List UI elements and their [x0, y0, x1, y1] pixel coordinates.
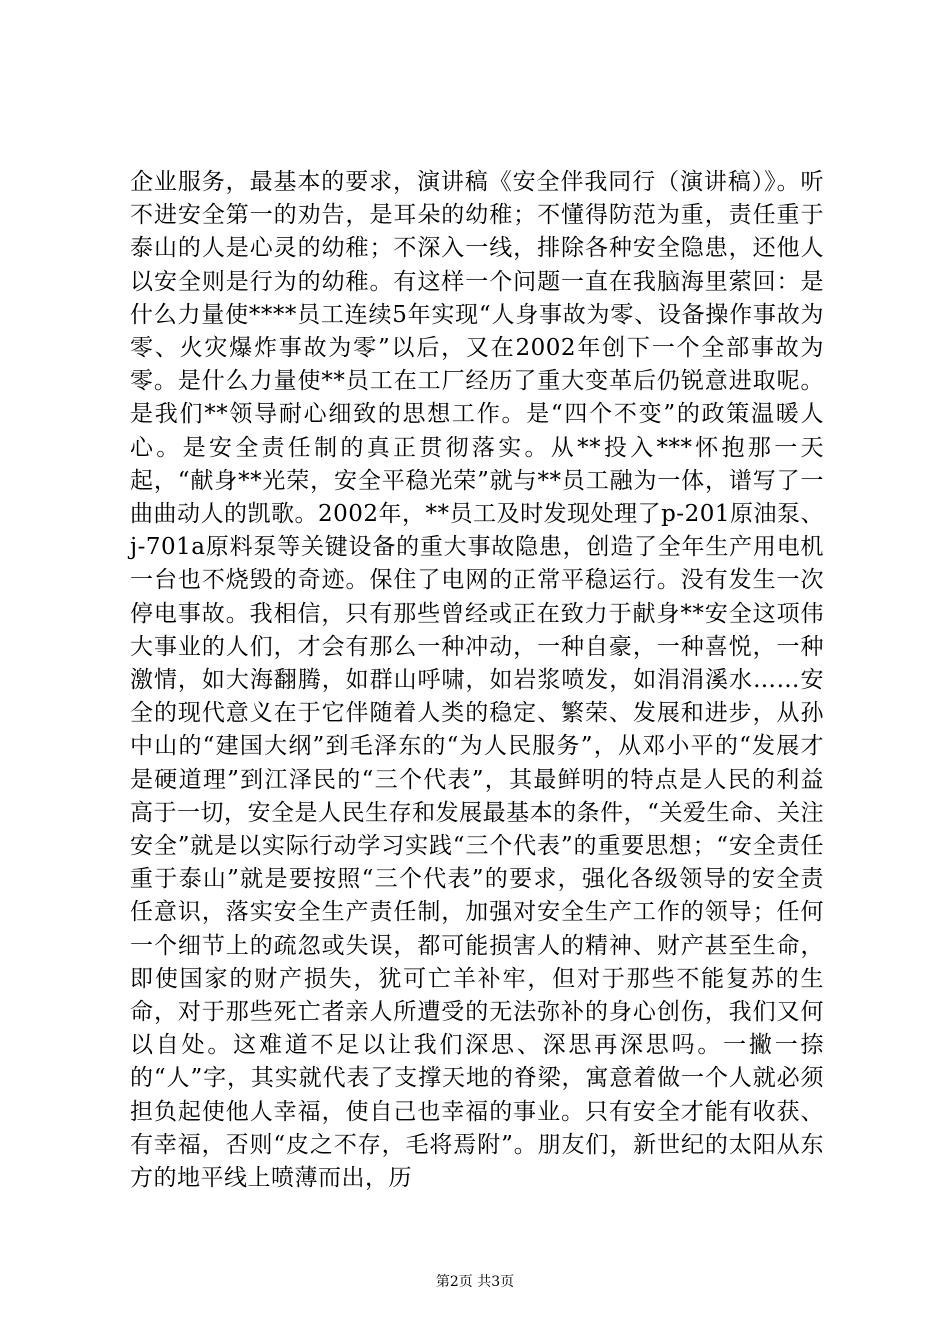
- body-paragraph: 企业服务，最基本的要求，演讲稿《安全伴我同行（演讲稿）》。听不进安全第一的劝告，是耳朵的幼稚；不懂得防范为重，责任重于泰山的人是心灵的幼稚；不深入一线，排除各种安全隐患，还他人以安全则是行为的幼稚。有这样一个问题一直在我脑海里萦回：是什么力量使****员工连续5年实现“人身事故为零、设备操作事故为零、火灾爆炸事故为零”以后，又在2002年创下一个全部事故为零。是什么力量使**员工在工厂经历了重大变革后仍锐意进取呢。是我们**领导耐心细致的思想工作。是“四个不变”的政策温暖人心。是安全责任制的真正贯彻落实。从**投入***怀抱那一天起，“献身**光荣，安全平稳光荣”就与**员工融为一体，谱写了一曲曲动人的凯歌。2002年，**员工及时发现处理了p-201原油泵、j-701a原料泵等关键设备的重大事故隐患，创造了全年生产用电机一台也不烧毁的奇迹。保住了电网的正常平稳运行。没有发生一次停电事故。我相信，只有那些曾经或正在致力于献身**安全这项伟大事业的人们，才会有那么一种冲动，一种自豪，一种喜悦，一种激情，如大海翻腾，如群山呼啸，如岩浆喷发，如涓涓溪水……安全的现代意义在于它伴随着人类的稳定、繁荣、发展和进步，从孙中山的“建国大纲”到毛泽东的“为人民服务”，从邓小平的“发展才是硬道理”到江泽民的“三个代表”，其最鲜明的特点是人民的利益高于一切，安全是人民生存和发展最基本的条件，“关爱生命、关注安全”就是以实际行动学习实践“三个代表”的重要思想；“安全责任重于泰山”就是要按照“三个代表”的要求，强化各级领导的安全责任意识，落实安全生产责任制，加强对安全生产工作的领导；任何一个细节上的疏忽或失误，都可能损害人的精神、财产甚至生命，即使国家的财产损失，犹可亡羊补牢，但对于那些不能复苏的生命，对于那些死亡者亲人所遭受的无法弥补的身心创伤，我们又何以自处。这难道不足以让我们深思、深思再深思吗。一撇一捺的“人”字，其实就代表了支撑天地的脊梁，寓意着做一个人就必须担负起使他人幸福，使自己也幸福的事业。只有安全才能有收获、有幸福，否则“皮之不存，毛将焉附”。朋友们，新世纪的太阳从东方的地平线上喷薄而出，历: [130, 169, 824, 1192]
- page-number-footer: 第2页 共3页: [435, 1274, 515, 1290]
